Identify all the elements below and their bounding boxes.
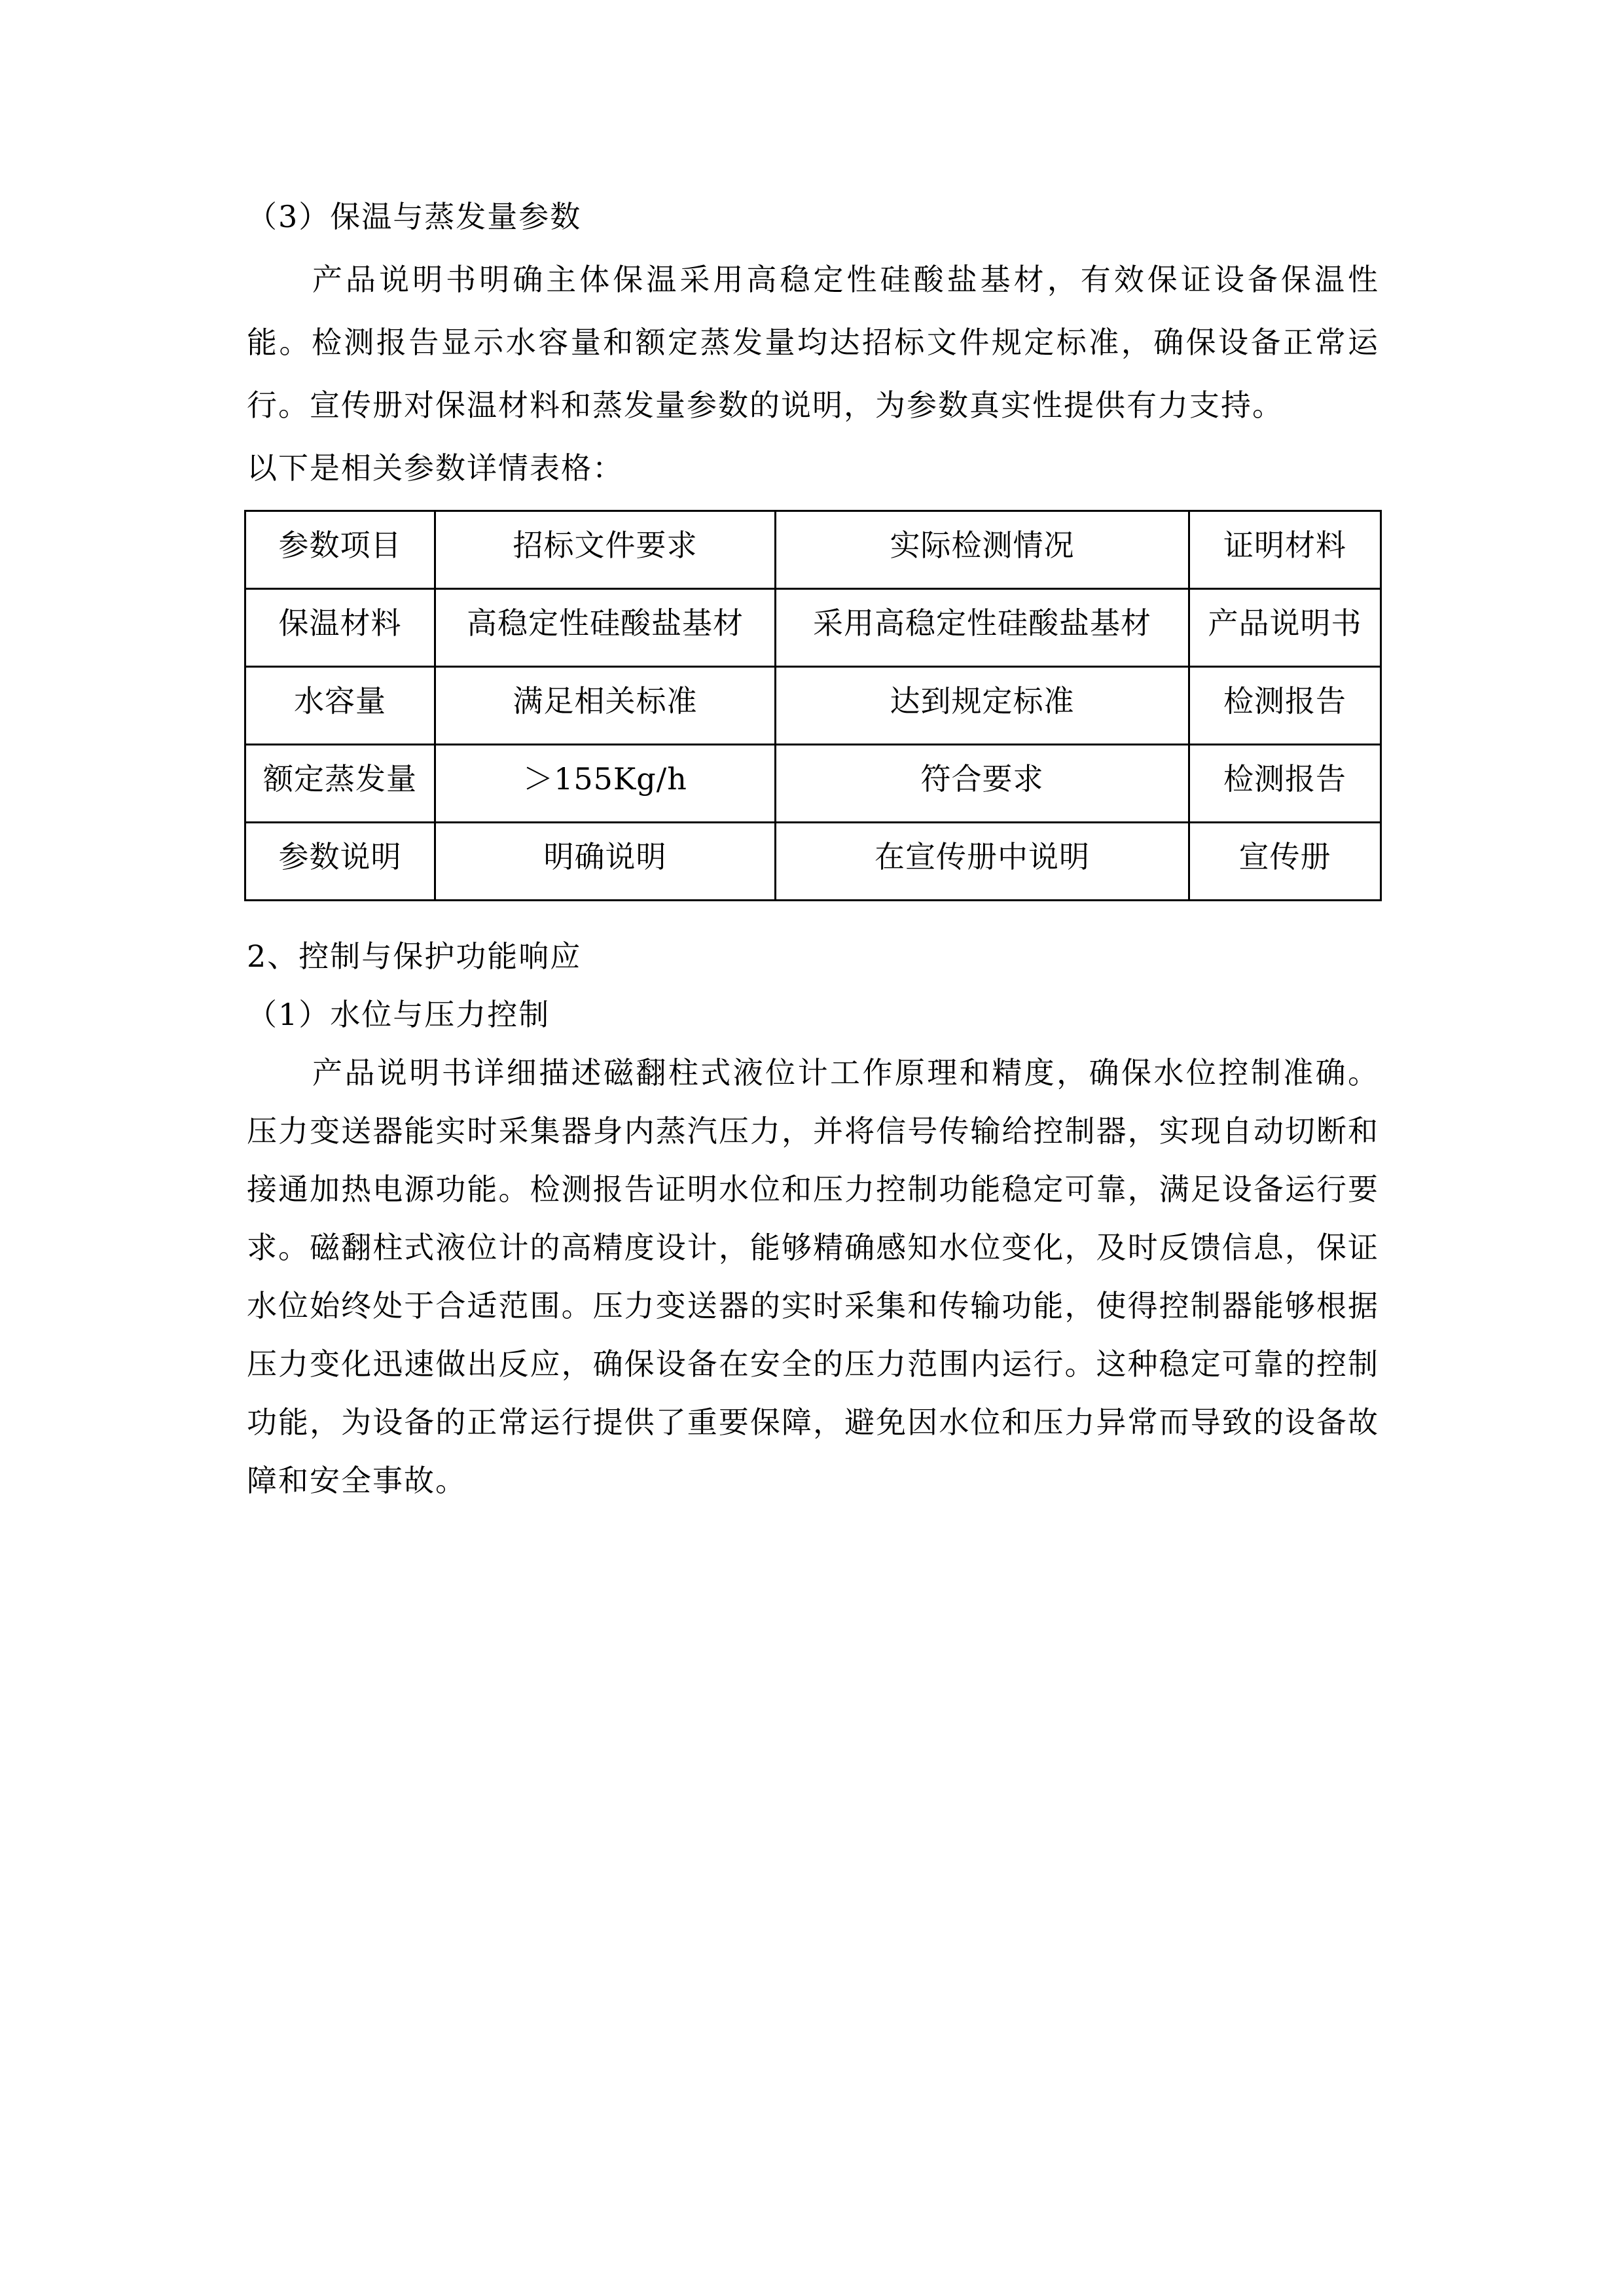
table-cell: 检测报告 — [1189, 667, 1381, 745]
header-tender-requirement: 招标文件要求 — [435, 511, 776, 589]
section-heading: （3）保温与蒸发量参数 — [247, 199, 582, 234]
section-insulation-evaporation — [247, 185, 1379, 499]
header-parameter-item: 参数项目 — [245, 511, 435, 589]
section-control-protection — [247, 927, 1379, 1510]
table-cell: 水容量 — [245, 667, 435, 745]
table-cell: 参数说明 — [245, 823, 435, 901]
table-row — [245, 745, 1381, 823]
table-intro-text: 以下是相关参数详情表格： — [247, 450, 624, 486]
table-cell: 满足相关标准 — [435, 667, 776, 745]
header-proof-material: 证明材料 — [1189, 511, 1381, 589]
body-paragraph: 产品说明书详细描述磁翻柱式液位计工作原理和精度，确保水位控制准确。压力变送器能实时采集器身内蒸汽压力，并将信号传输给控制器，实现自动切断和接通加热电源功能。检测报告证明水位和压力控制功能稳定可靠，满足设备运行要求。磁翻柱式液位计的高精度设计，能够精确感知水位变化，及时反馈信息，保证水位始终处于合适范围。压力变送器的实时采集和传输功能，使得控制器能够根据压力变化迅速做出反应，确保设备在安全的压力范围内运行。这种稳定可靠的控制功能，为设备的正常运行提供了重要保障，避免因水位和压力异常而导致的设备故障和安全事故。 — [247, 1055, 1379, 1498]
table-cell: 明确说明 — [435, 823, 776, 901]
table-cell: 额定蒸发量 — [245, 745, 435, 823]
table-cell: 保温材料 — [245, 589, 435, 667]
table-cell: 高稳定性硅酸盐基材 — [435, 589, 776, 667]
table-cell: 产品说明书 — [1189, 589, 1381, 667]
parameter-table — [244, 510, 1382, 901]
table-cell: ＞155Kg/h — [435, 745, 776, 823]
table-cell: 符合要求 — [776, 745, 1189, 823]
subsection-heading: （1）水位与压力控制 — [247, 997, 550, 1032]
table-row — [245, 667, 1381, 745]
table-row — [245, 823, 1381, 901]
table-row — [245, 589, 1381, 667]
header-actual-test: 实际检测情况 — [776, 511, 1189, 589]
section-heading: 2、控制与保护功能响应 — [247, 939, 582, 974]
table-cell: 采用高稳定性硅酸盐基材 — [776, 589, 1189, 667]
table-cell: 检测报告 — [1189, 745, 1381, 823]
body-paragraph: 产品说明书明确主体保温采用高稳定性硅酸盐基材，有效保证设备保温性能。检测报告显示水容量和额定蒸发量均达招标文件规定标准，确保设备正常运行。宣传册对保温材料和蒸发量参数的说明，为参数真实性提供有力支持。 — [247, 262, 1379, 423]
table-cell: 宣传册 — [1189, 823, 1381, 901]
table-cell: 在宣传册中说明 — [776, 823, 1189, 901]
table-cell: 达到规定标准 — [776, 667, 1189, 745]
table-header-row — [245, 511, 1381, 589]
